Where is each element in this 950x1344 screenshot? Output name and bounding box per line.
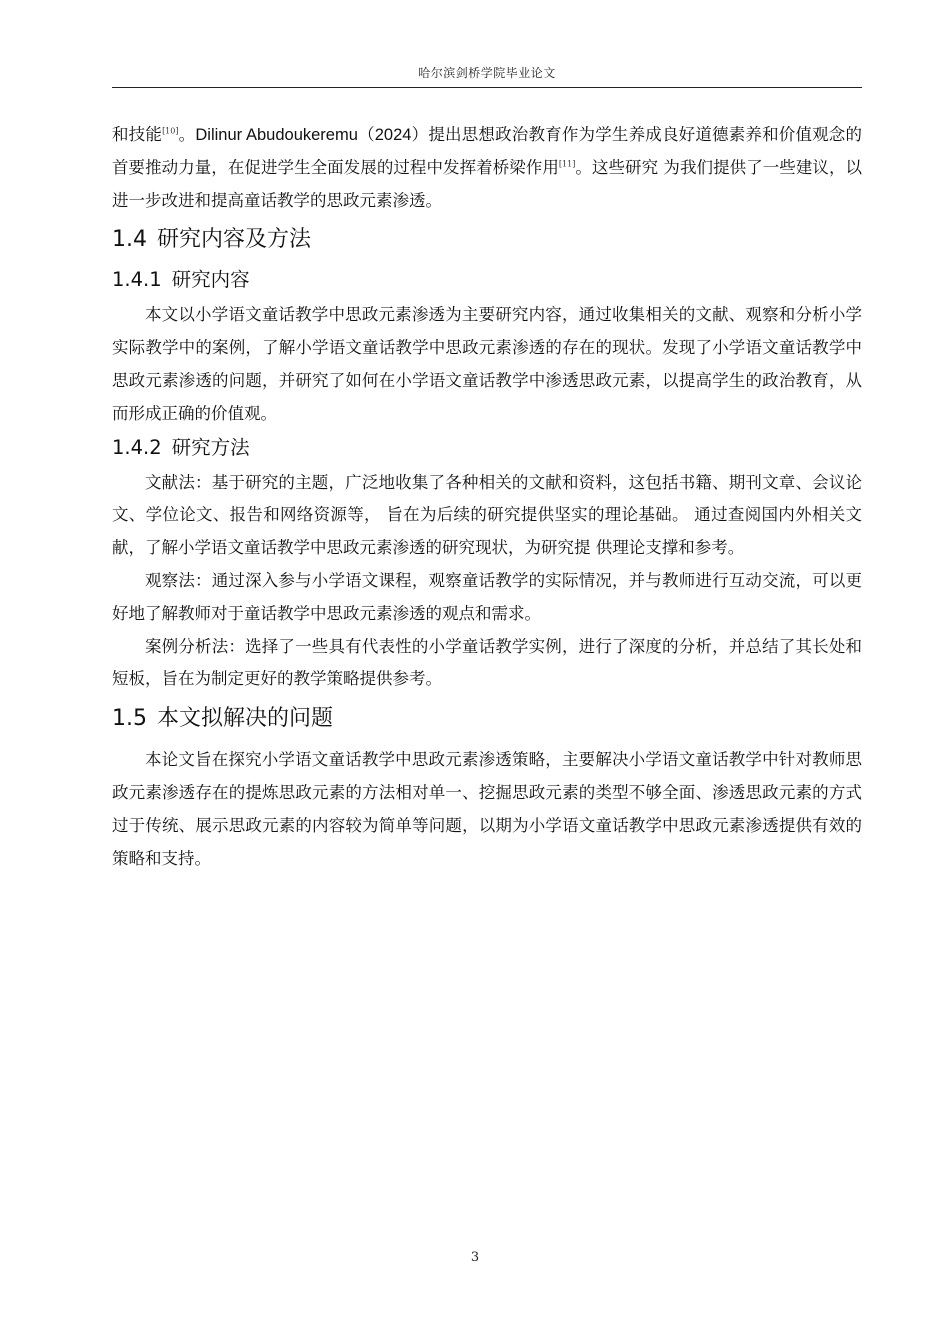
running-header: 哈尔滨剑桥学院毕业论文 <box>418 66 556 80</box>
subsection-heading-1-4-1 <box>112 265 862 295</box>
subsection-number: 1.4.2 <box>112 435 162 459</box>
section-heading-1-5 <box>112 702 862 736</box>
section-heading-1-4 <box>112 223 862 257</box>
section-title: 本文拟解决的问题 <box>157 706 334 732</box>
intro-text-d: 。这些研究 为我们提供了一些建议，以进一步改进和提高童话教学的思政元素渗透。 <box>112 157 863 210</box>
subsection-title: 研究内容 <box>171 268 250 292</box>
problem-statement-paragraph: 本论文旨在探究小学语文童话教学中思政元素渗透策略，主要解决小学语文童话教学中针对教师思政元素渗透存在的提炼思政元素的方法相对单一、挖掘思政元素的类型不够全面、渗透思政元素的方式过于传统、展示思政元素的内容较为简单等问题，以期为小学语文童话教学中思政元素渗透提供有效的策略和支持。 <box>112 750 862 868</box>
citation-11: [11] <box>558 159 576 169</box>
intro-text-a: 和技能 <box>112 125 163 144</box>
intro-paragraph <box>112 119 862 217</box>
intro-author: Dilinur Abudoukeremu（2024） <box>195 126 429 144</box>
subsection-heading-1-4-2 <box>112 433 862 463</box>
citation-10: [10] <box>162 126 179 136</box>
subsection-title: 研究方法 <box>171 435 250 459</box>
intro-text-b: 。 <box>178 125 196 144</box>
section-number: 1.4 <box>112 227 147 253</box>
intro-text-c: 提出思想政治教育作为学生养成良好道德素养和价值观念的首要推动力量，在促进学生全面发展的过程中发挥着桥梁作用 <box>112 125 862 177</box>
page-number: 3 <box>470 1250 480 1265</box>
method-case-analysis-paragraph: 案例分析法：选择了一些具有代表性的小学童话教学实例，进行了深度的分析，并总结了其长处和短板，旨在为制定更好的教学策略提供参考。 <box>112 636 862 689</box>
method-literature-paragraph: 文献法：基于研究的主题，广泛地收集了各种相关的文献和资料，这包括书籍、期刊文章、会议论文、学位论文、报告和网络资源等， 旨在为后续的研究提供坚实的理论基础。 通过查阅国内外相关文献，了解小学语文童话教学中思政元素渗透的研究现状，为研究提 供理论支撑和参考。 <box>112 472 862 558</box>
page-body <box>112 119 862 875</box>
header-rule <box>112 87 862 88</box>
subsection-number: 1.4.1 <box>112 268 162 292</box>
research-content-paragraph: 本文以小学语文童话教学中思政元素渗透为主要研究内容，通过收集相关的文献、观察和分析小学实际教学中的案例，了解小学语文童话教学中思政元素渗透的存在的现状。发现了小学语文童话教学中思政元素渗透的问题，并研究了如何在小学语文童话教学中渗透思政元素，以提高学生的政治教育，从而形成正确的价值观。 <box>112 305 862 423</box>
section-number: 1.5 <box>112 706 147 732</box>
section-title: 研究内容及方法 <box>157 227 312 253</box>
method-observation-paragraph: 观察法：通过深入参与小学语文课程，观察童话教学的实际情况，并与教师进行互动交流，可以更好地了解教师对于童话教学中思政元素渗透的观点和需求。 <box>112 570 862 623</box>
